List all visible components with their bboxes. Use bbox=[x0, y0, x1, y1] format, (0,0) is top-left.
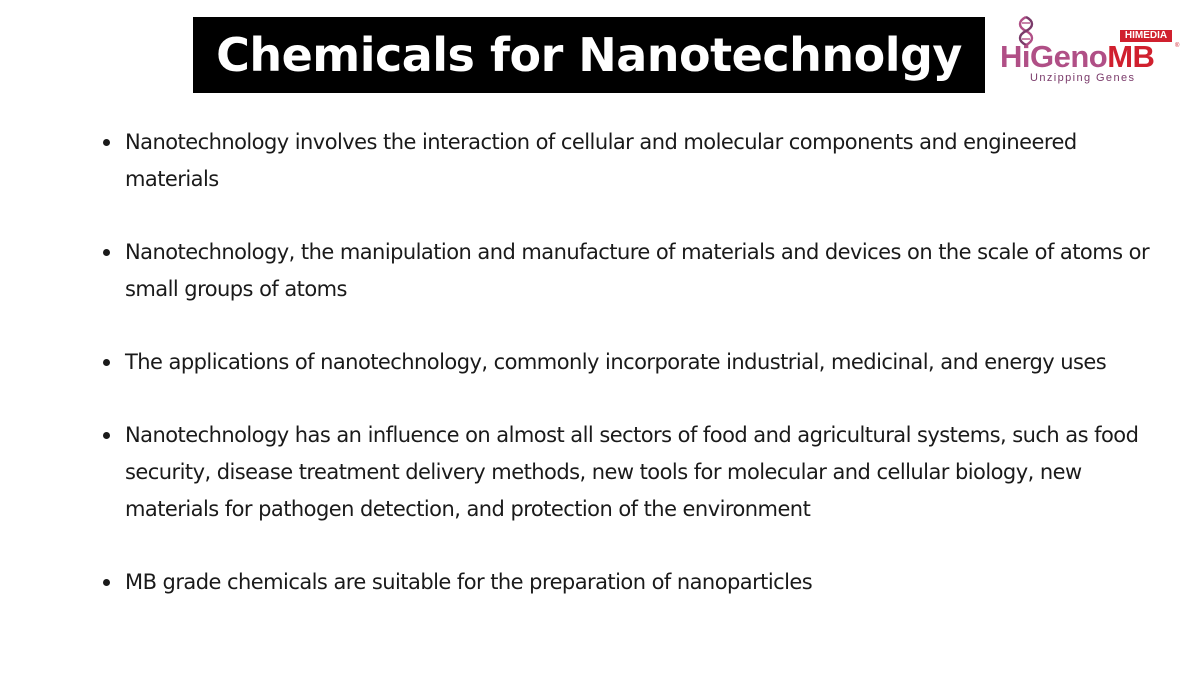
logo-wordmark-mb: MB bbox=[1107, 39, 1155, 74]
bullet-text: The applications of nanotechnology, commonly incorporate industrial, medicinal, and energy uses bbox=[125, 350, 1107, 374]
list-item bbox=[100, 417, 1175, 528]
bullet-dot-icon bbox=[103, 432, 110, 439]
himedia-badge: HIMEDIA bbox=[1120, 30, 1172, 42]
bullet-dot-icon bbox=[103, 359, 110, 366]
list-item bbox=[100, 564, 1175, 601]
logo-wordmark-higeno: HiGeno bbox=[1000, 39, 1108, 74]
bullet-text: Nanotechnology involves the interaction of cellular and molecular components and engineered materials bbox=[125, 130, 1077, 191]
title-banner bbox=[193, 17, 985, 93]
bullet-text: Nanotechnology, the manipulation and manufacture of materials and devices on the scale of atoms or small groups of atoms bbox=[125, 240, 1150, 301]
bullet-dot-icon bbox=[103, 579, 110, 586]
list-item bbox=[100, 124, 1175, 198]
bullet-list bbox=[100, 124, 1175, 637]
page-title: Chemicals for Nanotechnolgy bbox=[216, 28, 962, 82]
higenomb-logo bbox=[996, 14, 1188, 88]
bullet-dot-icon bbox=[103, 139, 110, 146]
bullet-dot-icon bbox=[103, 249, 110, 256]
logo-wordmark bbox=[1000, 40, 1154, 74]
logo-tagline: Unzipping Genes bbox=[1030, 72, 1136, 84]
bullet-text: MB grade chemicals are suitable for the preparation of nanoparticles bbox=[125, 570, 813, 594]
list-item bbox=[100, 234, 1175, 308]
list-item bbox=[100, 344, 1175, 381]
registered-mark: ® bbox=[1175, 43, 1180, 49]
bullet-text: Nanotechnology has an influence on almost all sectors of food and agricultural systems, such as food security, disease treatment delivery methods, new tools for molecular and cellular biology, new materials for pathogen detection, and protection of the environment bbox=[125, 423, 1139, 521]
